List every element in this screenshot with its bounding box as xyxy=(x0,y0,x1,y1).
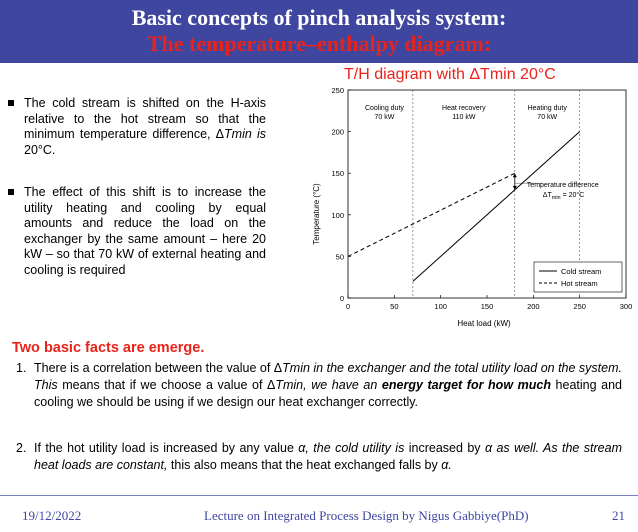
fact-text-italic: α, the cold utility is xyxy=(298,441,405,455)
bullet-text-end: 20°C. xyxy=(24,142,56,157)
square-bullet-icon xyxy=(8,189,14,195)
annotation-title: Temperature difference xyxy=(526,182,599,190)
x-tick-label: 250 xyxy=(573,302,586,311)
fact-text xyxy=(16,360,622,411)
chart-caption: T/H diagram with ΔTmin 20°C xyxy=(344,66,556,83)
chart-legend xyxy=(534,262,622,292)
x-tick-label: 300 xyxy=(619,302,633,311)
duty-region-value: 70 kW xyxy=(374,114,395,121)
bullet-list-1 xyxy=(8,96,266,158)
x-axis-label: Heat load (kW) xyxy=(457,319,511,328)
fact-text-part: heating and cooling we should be using if we design our heat exchanger correctly. xyxy=(34,378,622,409)
duty-region-label: Cooling duty xyxy=(364,105,404,112)
fact-text-italic: α. xyxy=(441,458,452,472)
footer-date: 19/12/2022 xyxy=(22,508,82,523)
fact-item-1 xyxy=(16,360,622,411)
slide-subtitle: The temperature–enthalpy diagram: xyxy=(146,31,492,56)
fact-text-italic: Tmin in the exchanger and the total utility load on the system. This xyxy=(34,361,622,392)
footer-divider xyxy=(0,495,638,496)
bullet-text: The cold stream is shifted on the H-axis relative to the hot stream so that the minimum temperature difference, Δ xyxy=(24,96,266,141)
fact-text xyxy=(16,440,622,474)
fact-text-italic: Tmin, we have an xyxy=(275,378,382,392)
facts-heading: Two basic facts are emerge. xyxy=(12,340,205,356)
y-tick-label: 0 xyxy=(339,294,344,303)
th-diagram-chart xyxy=(308,84,638,332)
temperature-difference-annotation xyxy=(513,173,599,201)
x-tick-label: 50 xyxy=(390,302,399,311)
fact-text-part: There is a correlation between the value of Δ xyxy=(34,361,283,375)
y-tick-label: 200 xyxy=(331,127,344,137)
footer-lecture: Lecture on Integrated Process Design by Nigus Gabbiye(PhD) xyxy=(204,508,529,523)
fact-text-part: means that if we choose a value of Δ xyxy=(57,378,276,392)
x-axis-ticks xyxy=(346,295,632,311)
y-tick-label: 250 xyxy=(331,86,344,95)
y-tick-label: 100 xyxy=(331,210,344,220)
hot-stream-line xyxy=(348,173,515,256)
fact-text-italic: α as well. As the stream heat loads are constant, xyxy=(34,441,622,472)
y-axis-label: Temperature (°C) xyxy=(312,183,321,245)
fact-text-part: this also means that the heat exchanged falls by xyxy=(167,458,442,472)
fact-text-bold: energy target for how much xyxy=(381,378,551,392)
bullet-item-shift xyxy=(8,96,266,158)
series-lines xyxy=(348,132,580,282)
legend-hot-label: Hot stream xyxy=(561,279,598,288)
duty-region-labels xyxy=(365,105,567,121)
bullet-text: The effect of this shift is to increase the utility heating and cooling by equal amounts and reduce the load on the exchanger by the same amount – here 20 kW – so that 70 kW of external heating and cooling is required xyxy=(24,185,266,277)
x-tick-label: 150 xyxy=(480,302,494,311)
slide-title: Basic concepts of pinch analysis system: xyxy=(131,5,507,30)
annotation-value: $\Delta T_{min} = 20^\circ C$ xyxy=(542,192,585,202)
duty-region-value: 70 kW xyxy=(537,114,558,121)
fact-item-2 xyxy=(16,440,622,474)
bullet-item-effect xyxy=(8,185,266,278)
x-tick-label: 100 xyxy=(434,302,447,311)
fact-number: 2. xyxy=(16,441,27,455)
bullet-text-italic: Tmin is xyxy=(224,127,266,141)
fact-text-part: increased by xyxy=(404,441,485,455)
fact-text-part: If the hot utility load is increased by any value xyxy=(34,441,299,455)
x-tick-label: 200 xyxy=(527,302,540,311)
square-bullet-icon xyxy=(8,100,14,106)
cold-stream-line xyxy=(413,132,580,282)
y-tick-label: 50 xyxy=(335,252,344,262)
duty-region-label: Heating duty xyxy=(527,105,567,112)
duty-region-value: 110 kW xyxy=(452,114,476,121)
x-tick-label: 0 xyxy=(345,302,351,311)
duty-region-label: Heat recovery xyxy=(442,105,486,112)
y-tick-label: 150 xyxy=(331,169,344,179)
legend-cold-label: Cold stream xyxy=(561,267,602,276)
page-number: 21 xyxy=(612,508,625,523)
bullet-list-2 xyxy=(8,185,266,278)
fact-number: 1. xyxy=(16,361,27,375)
